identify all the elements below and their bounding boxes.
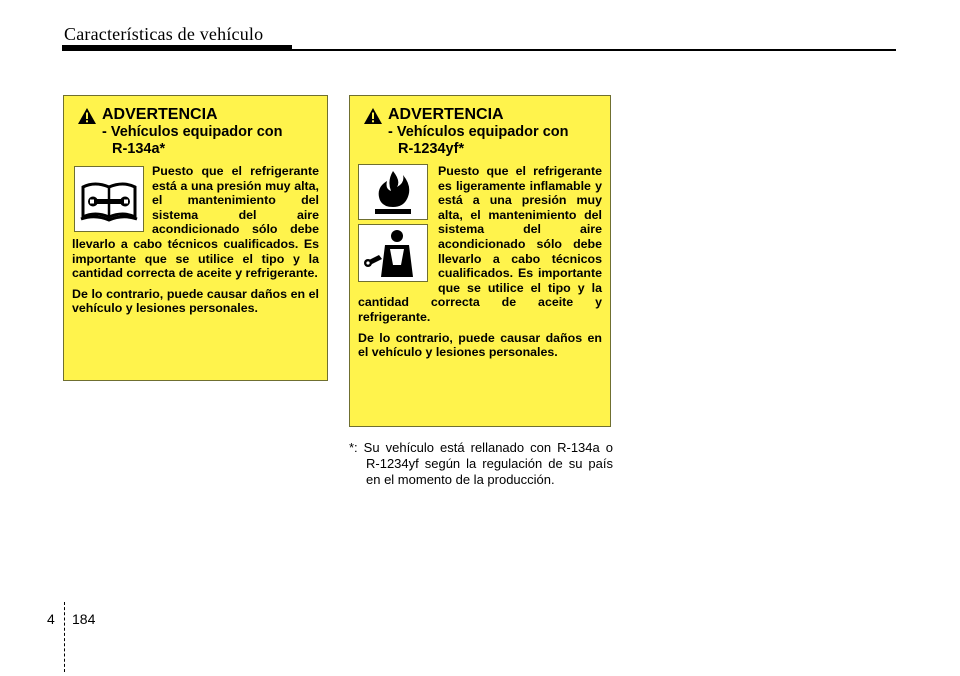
page-divider: [64, 602, 65, 672]
warning-body: [72, 164, 319, 316]
header-title: Características de vehículo: [64, 24, 264, 44]
warning-subtitle-line2: R-1234yf*: [398, 141, 465, 157]
warning-subtitle: [388, 124, 602, 158]
technician-icon: [358, 224, 428, 282]
warning-subtitle: [102, 124, 319, 158]
warning-paragraph: De lo contrario, puede causar daños en el vehículo y lesiones personales.: [358, 330, 602, 360]
warning-paragraph: Puesto que el refrigerante es ligeramente inflamable y está a una presión muy alta, el mantenimiento del sistema del aire acondicionado sólo debe llevarlo a cabo técnicos cualificados. Es importante que se utilice el tipo y la cantidad correcta de aceite y refrigerante.: [358, 164, 602, 324]
warning-subtitle-line1: - Vehículos equipador con: [388, 124, 569, 140]
warning-box-r1234yf: [349, 95, 611, 427]
warning-title: ADVERTENCIA: [388, 106, 504, 123]
warning-title: ADVERTENCIA: [102, 106, 218, 123]
tool-book-icon: [74, 166, 144, 232]
footnote-text: *: Su vehículo está rellanado con R-134a o R-1234yf según la regulación de su país en el momento de la producción.: [349, 440, 613, 487]
warning-paragraph: De lo contrario, puede causar daños en el vehículo y lesiones personales.: [72, 286, 319, 316]
warning-body: [358, 164, 602, 360]
header-rule: [62, 49, 896, 51]
warning-subtitle-line2: R-134a*: [112, 141, 166, 157]
warning-box-r134a: [63, 95, 328, 381]
warning-header: [358, 106, 602, 124]
warning-subtitle-line1: - Vehículos equipador con: [102, 124, 283, 140]
icon-column: [358, 164, 430, 286]
chapter-number: 4: [47, 611, 55, 627]
warning-triangle-icon: [78, 108, 96, 124]
warning-header: [72, 106, 319, 124]
flammable-icon: [358, 164, 428, 220]
footnote: [349, 440, 613, 488]
warning-paragraph: Puesto que el refrigerante está a una presión muy alta, el mantenimiento del sistema del aire acondicionado sólo debe llevarlo a cabo técnicos cualificados. Es importante que se utilice el tipo y la cantidad correcta de aceite y refrigerante.: [72, 164, 319, 281]
page-number: 184: [72, 611, 96, 627]
warning-triangle-icon: [364, 108, 382, 124]
